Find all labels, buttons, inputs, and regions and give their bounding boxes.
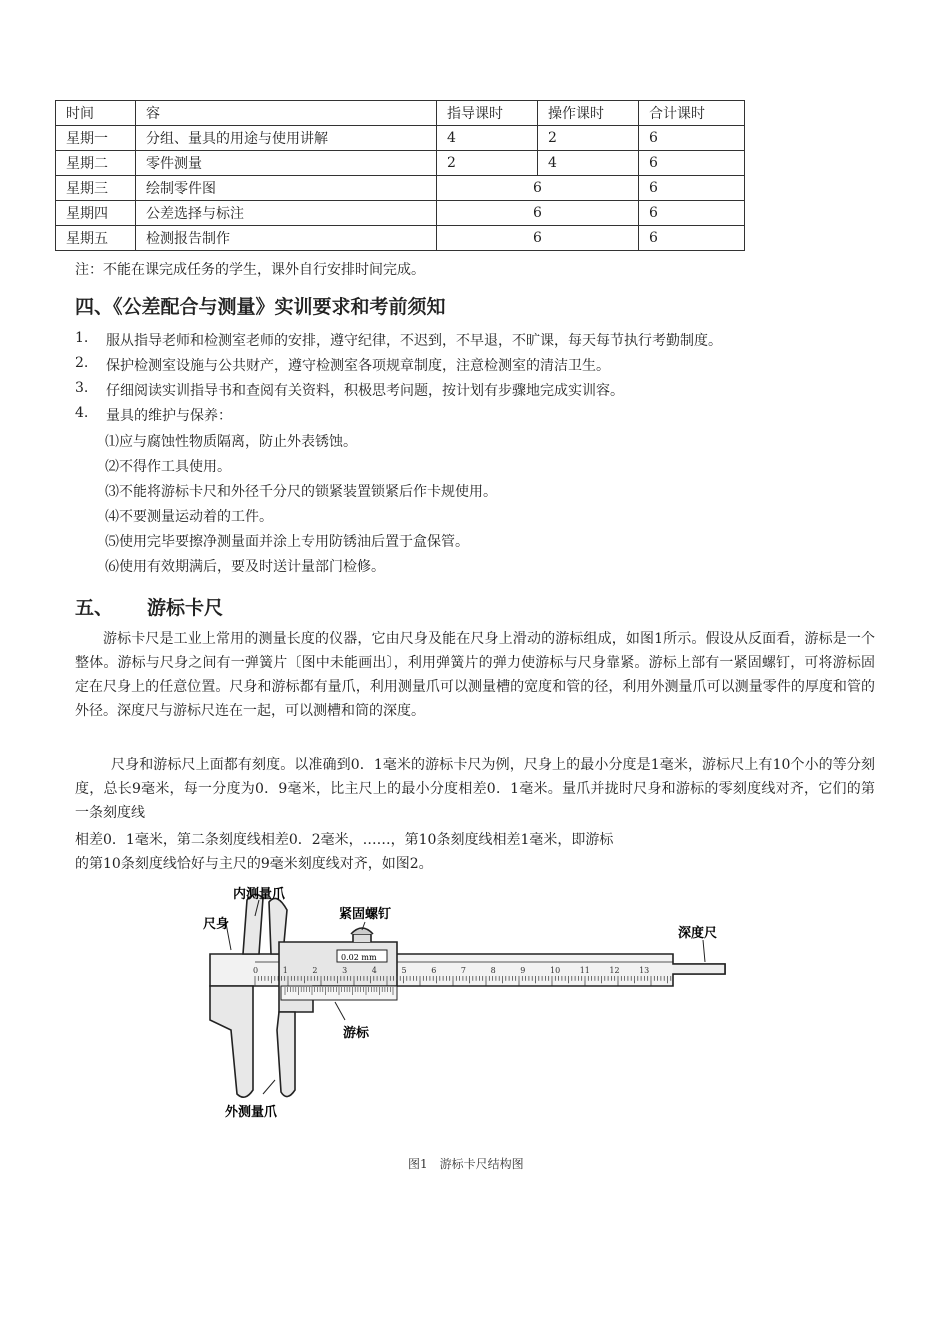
operate-hours-cell: 4 <box>538 151 639 176</box>
day-cell: 星期二 <box>56 151 136 176</box>
list-item-number: 2. <box>75 355 89 371</box>
table-row <box>56 126 745 151</box>
caliper-drawing <box>210 894 725 1097</box>
main-scale-number: 4 <box>371 966 377 975</box>
total-hours-cell: 6 <box>639 226 745 251</box>
merged-hours-cell: 6 <box>437 201 639 226</box>
table-row <box>56 151 745 176</box>
section-4-heading: 四、《公差配合与测量》实训要求和考前须知 <box>75 296 446 318</box>
header-cell: 操作课时 <box>538 101 639 126</box>
header-cell: 容 <box>136 101 437 126</box>
sub-list-item: ⑴应与腐蚀性物质隔离，防止外表锈蚀。 <box>105 434 357 450</box>
vernier-caliper-figure <box>195 880 740 1130</box>
total-hours-cell: 6 <box>639 201 745 226</box>
depth-rod-label: 深度尺 <box>678 926 718 941</box>
list-item-text: 仔细阅读实训指导书和查阅有关资料，积极思考问题，按计划有步骤地完成实训容。 <box>106 383 624 399</box>
vernier-mark-label: 0.02 mm <box>341 953 377 962</box>
header-cell: 合计课时 <box>639 101 745 126</box>
paragraph: 尺身和游标尺上面都有刻度。以准确到0．1毫米的游标卡尺为例，尺身上的最小分度是1毫米，游标尺上有10个小的等分刻度，总长9毫米，每一分度为0．9毫米，比主尺上的最小分度相差0．1毫米。量爪并拢时尺身和游标的零刻度线对齐，它们的第一条刻度线 <box>75 757 875 821</box>
paragraph: 游标卡尺是工业上常用的测量长度的仪器，它由尺身及能在尺身上滑动的游标组成，如图1所示。假设从反面看，游标是一个整体。游标与尺身之间有一弹簧片〔图中未能画出〕，利用弹簧片的弹力使游标与尺身靠紧。游标上部有一紧固螺钉，可将游标固定在尺身上的任意位置。尺身和游标都有量爪，利用测量爪可以测量槽的宽度和管的径，利用外测量爪可以测量零件的厚度和管的外径。深度尺与游标尺连在一起，可以测槽和筒的深度。 <box>75 631 875 719</box>
sub-list-item: ⑶不能将游标卡尺和外径千分尺的锁紧装置锁紧后作卡规使用。 <box>105 484 497 500</box>
list-item-number: 3. <box>75 380 89 396</box>
main-scale-label: 尺身 <box>203 917 230 932</box>
paragraph-line: 的第10条刻度线恰好与主尺的9毫米刻度线对齐，如图2。 <box>75 856 433 872</box>
outer-jaw-label: 外测量爪 <box>225 1105 278 1120</box>
guide-hours-cell: 4 <box>437 126 538 151</box>
section-5-heading <box>75 593 223 620</box>
main-scale-number: 6 <box>431 966 437 975</box>
main-scale-number: 0 <box>253 966 259 975</box>
day-cell: 星期一 <box>56 126 136 151</box>
section-5-number: 五、 <box>75 597 114 619</box>
day-cell: 星期三 <box>56 176 136 201</box>
paragraph-line: 相差0．1毫米，第二条刻度线相差0．2毫米，……，第10条刻度线相差1毫米，即游标 <box>75 832 614 848</box>
schedule-table <box>55 100 745 251</box>
content-cell: 公差选择与标注 <box>136 201 437 226</box>
total-hours-cell: 6 <box>639 151 745 176</box>
guide-hours-cell: 2 <box>437 151 538 176</box>
main-scale-number: 7 <box>460 966 466 975</box>
header-cell: 时间 <box>56 101 136 126</box>
main-scale-number: 11 <box>579 966 590 975</box>
total-hours-cell: 6 <box>639 176 745 201</box>
list-item-text: 服从指导老师和检测室老师的安排，遵守纪律，不迟到，不早退，不旷课，每天每节执行考勤制度。 <box>106 333 722 349</box>
content-cell: 绘制零件图 <box>136 176 437 201</box>
header-cell: 指导课时 <box>437 101 538 126</box>
list-item-text: 量具的维护与保养： <box>106 408 232 424</box>
sub-list-item: ⑷不要测量运动着的工件。 <box>105 509 273 525</box>
main-scale-number: 1 <box>282 966 288 975</box>
day-cell: 星期四 <box>56 201 136 226</box>
list-item-text: 保护检测室设施与公共财产，遵守检测室各项规章制度，注意检测室的清洁卫生。 <box>106 358 610 374</box>
table-header-row <box>56 101 745 126</box>
section-5-title: 游标卡尺 <box>147 597 224 619</box>
sub-list-item: ⑵不得作工具使用。 <box>105 459 231 475</box>
main-scale-number: 2 <box>312 966 318 975</box>
main-scale-number: 8 <box>490 966 496 975</box>
total-hours-cell: 6 <box>639 126 745 151</box>
sub-list-item: ⑸使用完毕要擦净测量面并涂上专用防锈油后置于盒保管。 <box>105 534 469 550</box>
vernier-label: 游标 <box>343 1026 370 1041</box>
main-scale-number: 13 <box>639 966 650 975</box>
table-row <box>56 201 745 226</box>
list-item-number: 4. <box>75 405 89 421</box>
table-note: 注：不能在课完成任务的学生，课外自行安排时间完成。 <box>75 262 425 278</box>
figure-caption: 图1 游标卡尺结构图 <box>408 1157 524 1171</box>
main-scale-number: 10 <box>550 966 561 975</box>
inner-jaw-label: 内测量爪 <box>233 887 286 902</box>
table-row <box>56 226 745 251</box>
operate-hours-cell: 2 <box>538 126 639 151</box>
content-cell: 分组、量具的用途与使用讲解 <box>136 126 437 151</box>
merged-hours-cell: 6 <box>437 176 639 201</box>
lock-screw-label: 紧固螺钉 <box>339 907 392 922</box>
day-cell: 星期五 <box>56 226 136 251</box>
sub-list-item: ⑹使用有效期满后，要及时送计量部门检修。 <box>105 559 385 575</box>
main-scale-number: 3 <box>342 966 348 975</box>
content-cell: 零件测量 <box>136 151 437 176</box>
main-scale-number: 12 <box>609 966 620 975</box>
list-item-number: 1. <box>75 330 89 346</box>
main-scale-number: 5 <box>401 966 407 975</box>
merged-hours-cell: 6 <box>437 226 639 251</box>
content-cell: 检测报告制作 <box>136 226 437 251</box>
table-row <box>56 176 745 201</box>
main-scale-number: 9 <box>520 966 526 975</box>
